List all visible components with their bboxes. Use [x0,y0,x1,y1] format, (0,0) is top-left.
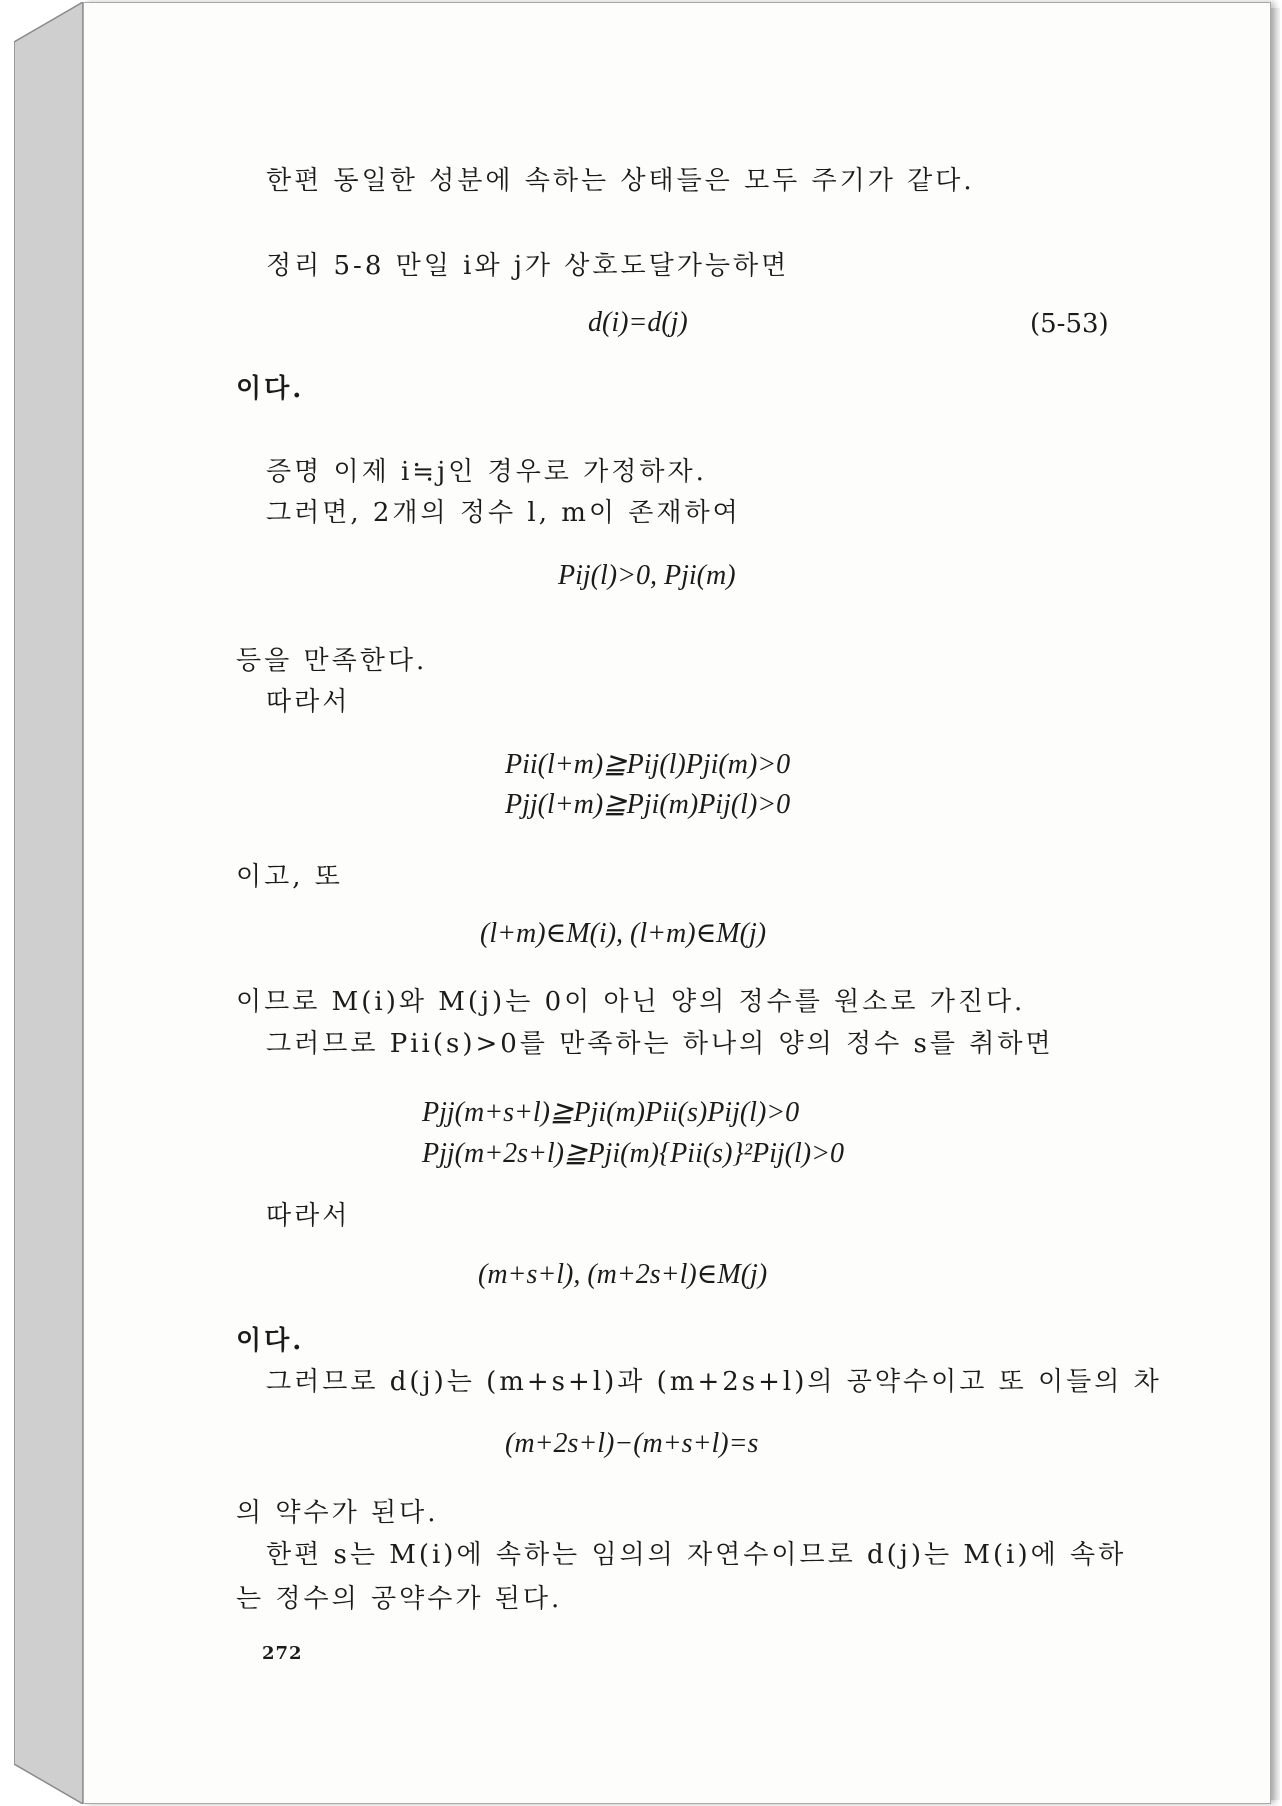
equation-4: (l+m)∈M(i), (l+m)∈M(j) [480,918,767,949]
text-line-11: 그러므로 d(j)는 (m+s+l)과 (m+2s+l)의 공약수이고 또 이들의 차 [266,1367,1162,1397]
text-line-4: 등을 만족한다. [236,646,428,676]
page-number: 272 [262,1643,303,1664]
text-line-10: 이다. [236,1326,305,1356]
equation-2: Pii(l+m)≧Pij(l)Pji(m)>0 [505,749,791,780]
equation-6: Pjj(m+2s+l)≧Pji(m){Pii(s)}²Pij(l)>0 [422,1138,844,1169]
equation-5: Pjj(m+s+l)≧Pji(m)Pii(s)Pij(l)>0 [422,1097,800,1128]
text-line-5: 따라서 [266,687,351,717]
text-line-3: 그러면, 2개의 정수 l, m이 존재하여 [266,498,741,528]
equation-8: (m+2s+l)−(m+s+l)=s [505,1428,759,1459]
text-line-12: 의 약수가 된다. [236,1498,439,1528]
text-line-2: 이다. [236,374,305,404]
proof-heading: 증명 이제 i≒j인 경우로 가정하자. [266,457,707,487]
text-line-6: 이고, 또 [236,862,343,892]
equation-3: Pjj(l+m)≧Pji(m)Pij(l)>0 [505,789,791,820]
equation-5-53: d(i)=d(j) [588,307,688,338]
text-line-9: 따라서 [266,1201,351,1231]
equation-7: (m+s+l), (m+2s+l)∈M(j) [478,1259,768,1290]
text-line-14: 는 정수의 공약수가 된다. [236,1584,563,1614]
text-line-13: 한편 s는 M(i)에 속하는 임의의 자연수이므로 d(j)는 M(i)에 속하 [266,1540,1127,1570]
equation-1: Pij(l)>0, Pji(m) [558,560,736,591]
text-line-8: 그러므로 Pii(s)>0를 만족하는 하나의 양의 정수 s를 취하면 [266,1029,1054,1059]
equation-number: (5-53) [1030,309,1109,339]
text-line-1: 한편 동일한 성분에 속하는 상태들은 모두 주기가 같다. [266,166,975,196]
text-line-7: 이므로 M(i)와 M(j)는 0이 아닌 양의 정수를 원소로 가진다. [236,987,1026,1017]
book-spine [14,2,84,1804]
theorem-heading: 정리 5-8 만일 i와 j가 상호도달가능하면 [266,251,790,281]
